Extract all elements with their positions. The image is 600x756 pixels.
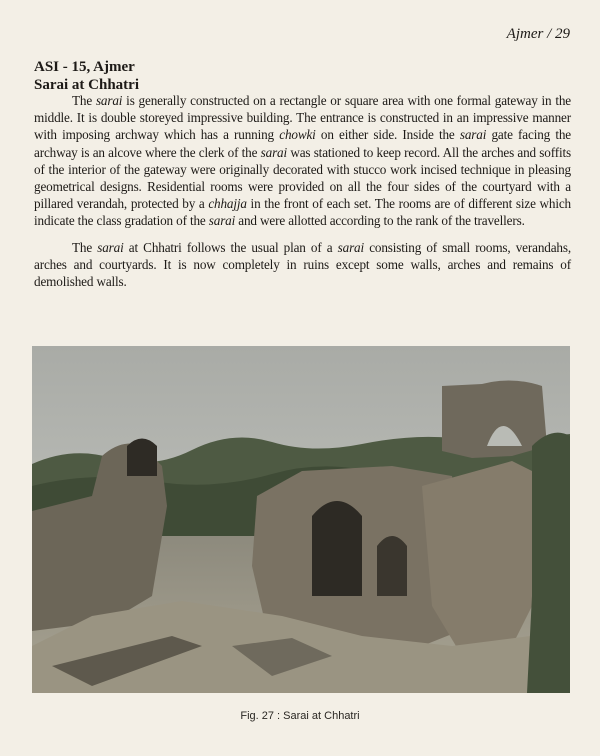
text-run: gate facing the archway is an alcove where the clerk of the: [34, 127, 571, 160]
section-heading: [34, 58, 139, 94]
figure-photo: [32, 346, 570, 693]
figure-caption: Fig. 27 : Sarai at Chhatri: [240, 710, 360, 722]
heading-line-2: Sarai at Chhatri: [34, 77, 139, 93]
text-run: The: [72, 239, 98, 255]
italic-term: chowki: [279, 127, 316, 143]
running-head: Ajmer / 29: [506, 26, 570, 42]
body-text: [34, 92, 571, 299]
ruins-photo-illustration: [32, 346, 570, 693]
italic-term: sarai: [337, 239, 365, 255]
text-run: at Chhatri follows the usual plan of a: [123, 239, 338, 255]
text-run: The: [72, 93, 96, 108]
italic-term: sarai: [97, 239, 124, 255]
paragraph-1: [34, 92, 571, 230]
text-run: on either side. Inside the: [315, 127, 460, 143]
italic-term: sarai: [95, 93, 123, 108]
text-run: was stationed to keep record. All the arches and soffits of the interior of the gateway were originally decorated with stucco work incised technique in pleasing geometrical designs. Residential rooms were provided on all the four sides of the courtyard with a pillared verandah, protected by a: [34, 144, 571, 212]
text-run: and were allotted according to the rank of the travellers.: [235, 213, 525, 229]
text-run: in the front of each set. The rooms are of different size which indicate the class gradation of the: [34, 196, 571, 229]
text-run: is generally constructed on a rectangle or square area with one formal gateway in the middle. It is double storeyed impressive building. The entrance is constructed in an impressive manner with imposing archway which has a running: [34, 93, 572, 143]
paragraph-2: [34, 239, 571, 291]
heading-line-1: ASI - 15, Ajmer: [34, 59, 135, 75]
italic-term: sarai: [260, 144, 288, 160]
italic-term: sarai: [459, 127, 487, 143]
italic-term: chhajja: [208, 196, 247, 212]
text-run: consisting of small rooms, verandahs, arches and courtyards. It is now completely in ruins except some walls, arches and remains of demolished walls.: [34, 239, 571, 290]
italic-term: sarai: [208, 213, 236, 229]
